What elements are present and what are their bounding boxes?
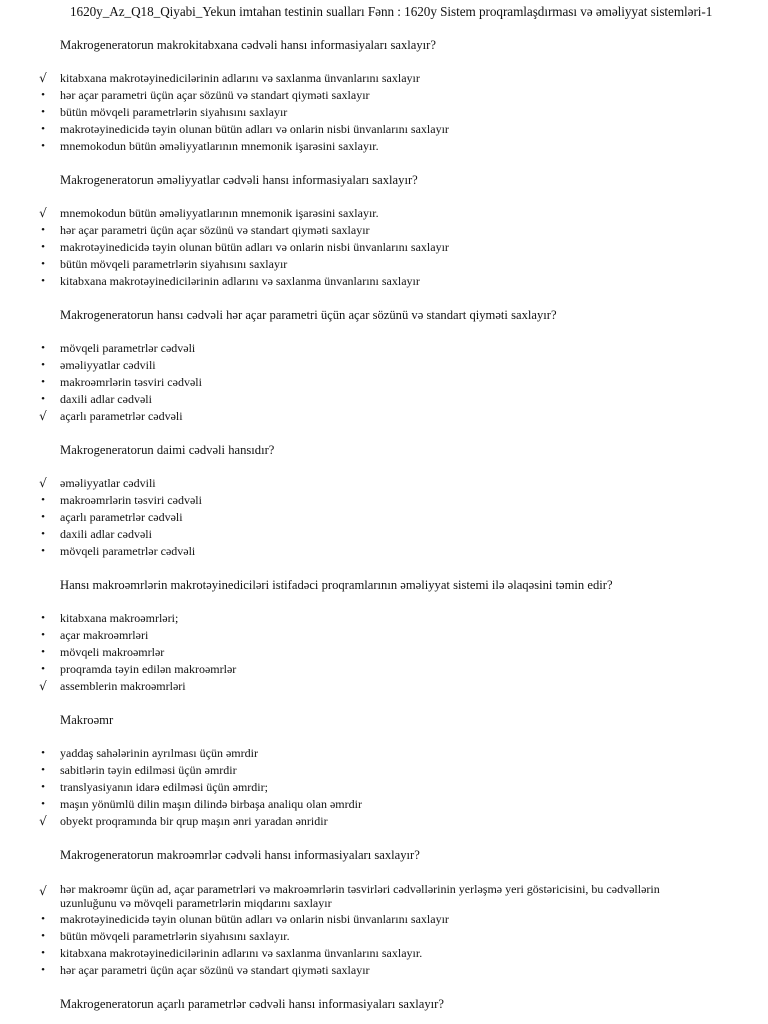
checkmark-icon: √ bbox=[39, 71, 47, 85]
answer-option-text: kitabxana makrotəyinedicilərinin adlarını və saxlanma ünvanlarını saxlayır bbox=[60, 274, 420, 288]
answer-option-text: açarlı parametrlər cədvəli bbox=[60, 510, 183, 524]
answer-option-correct bbox=[0, 475, 768, 492]
answer-options bbox=[0, 340, 768, 425]
answer-option-text: hər açar parametri üçün açar sözünü və standart qiyməti saxlayır bbox=[60, 88, 370, 102]
answer-option-text: mövqeli makroəmrlər bbox=[60, 645, 165, 659]
bullet-icon: • bbox=[41, 224, 45, 236]
bullet-icon: • bbox=[41, 342, 45, 354]
answer-option-text: hər açar parametri üçün açar sözünü və standart qiyməti saxlayır bbox=[60, 963, 370, 977]
bullet-icon: • bbox=[41, 545, 45, 557]
answer-option bbox=[0, 222, 768, 239]
answer-option-correct bbox=[0, 813, 768, 830]
answer-option-text: sabitlərin təyin edilməsi üçün əmrdir bbox=[60, 763, 237, 777]
answer-option bbox=[0, 104, 768, 121]
answer-option-text: hər makroəmr üçün ad, açar parametrləri və makroəmrlərin təsvirləri cədvəllərinin yerləşmə yeri göstəricisini, bu cədvəllərin uzunluğunu və mövqeli parametrlərin miqdarını saxlayır bbox=[60, 882, 660, 910]
checkmark-icon: √ bbox=[39, 814, 47, 828]
answer-option bbox=[0, 239, 768, 256]
answer-option-text: makroəmrlərin təsviri cədvəli bbox=[60, 493, 202, 507]
answer-option bbox=[0, 661, 768, 678]
answer-option bbox=[0, 256, 768, 273]
bullet-icon: • bbox=[41, 511, 45, 523]
answer-option bbox=[0, 762, 768, 779]
answer-option-text: maşın yönümlü dilin maşın dilində birbaşa analiqu olan əmrdir bbox=[60, 797, 362, 811]
answer-option bbox=[0, 627, 768, 644]
question-text: Makrogeneratorun əməliyyatlar cədvəli hansı informasiyaları saxlayır? bbox=[60, 173, 418, 187]
answer-option-text: makrotəyinedicidə təyin olunan bütün adları və onlarin nisbi ünvanlarını saxlayır bbox=[60, 240, 449, 254]
answer-option-text: bütün mövqeli parametrlərin siyahısını saxlayır. bbox=[60, 929, 290, 943]
answer-options bbox=[0, 475, 768, 560]
answer-option bbox=[0, 779, 768, 796]
bullet-icon: • bbox=[41, 663, 45, 675]
answer-options bbox=[0, 880, 768, 979]
bullet-icon: • bbox=[41, 376, 45, 388]
answer-option-text: assemblerin makroəmrləri bbox=[60, 679, 186, 693]
question-text: Makrogeneratorun makrokitabxana cədvəli hansı informasiyaları saxlayır? bbox=[60, 38, 436, 52]
bullet-icon: • bbox=[41, 612, 45, 624]
answer-option bbox=[0, 340, 768, 357]
answer-option bbox=[0, 911, 768, 928]
bullet-icon: • bbox=[41, 258, 45, 270]
answer-option-text: translyasiyanın idarə edilməsi üçün əmrdir; bbox=[60, 780, 268, 794]
answer-option bbox=[0, 610, 768, 627]
question-text: Hansı makroəmrlərin makrotəyinediciləri istifadəci proqramlarının əməliyyat sistemi ilə əlaqəsini təmin edir? bbox=[60, 578, 613, 592]
document-header: 1620y_Az_Q18_Qiyabi_Yekun imtahan testinin sualları Fənn : 1620y Sistem proqramlaşdırması və əməliyyat sistemləri-1 bbox=[70, 4, 713, 19]
answer-option-correct bbox=[0, 70, 768, 87]
answer-option-correct bbox=[0, 408, 768, 425]
answer-option-text: yaddaş sahələrinin ayrılması üçün əmrdir bbox=[60, 746, 258, 760]
bullet-icon: • bbox=[41, 275, 45, 287]
answer-option bbox=[0, 138, 768, 155]
question-text: Makrogeneratorun açarlı parametrlər cədvəli hansı informasiyaları saxlayır? bbox=[60, 997, 444, 1011]
answer-option-text: açar makroəmrləri bbox=[60, 628, 149, 642]
question-text: Makrogeneratorun makroəmrlər cədvəli hansı informasiyaları saxlayır? bbox=[60, 848, 420, 862]
bullet-icon: • bbox=[41, 747, 45, 759]
answer-option bbox=[0, 928, 768, 945]
answer-option-text: bütün mövqeli parametrlərin siyahısını saxlayır bbox=[60, 257, 288, 271]
answer-option-text: mnemokodun bütün əməliyyatlarının mnemonik işarəsini saxlayır. bbox=[60, 206, 379, 220]
answer-option bbox=[0, 644, 768, 661]
checkmark-icon: √ bbox=[39, 206, 47, 220]
bullet-icon: • bbox=[41, 964, 45, 976]
answer-option-text: açarlı parametrlər cədvəli bbox=[60, 409, 183, 423]
answer-option-text: makrotəyinedicidə təyin olunan bütün adları və onlarin nisbi ünvanlarını saxlayır bbox=[60, 122, 449, 136]
answer-options bbox=[0, 610, 768, 695]
bullet-icon: • bbox=[41, 494, 45, 506]
answer-option-text: mnemokodun bütün əməliyyatlarının mnemonik işarəsini saxlayır. bbox=[60, 139, 379, 153]
bullet-icon: • bbox=[41, 241, 45, 253]
bullet-icon: • bbox=[41, 528, 45, 540]
bullet-icon: • bbox=[41, 123, 45, 135]
answer-option bbox=[0, 87, 768, 104]
answer-option bbox=[0, 374, 768, 391]
answer-option bbox=[0, 796, 768, 813]
answer-option bbox=[0, 543, 768, 560]
answer-option bbox=[0, 509, 768, 526]
answer-option-text: daxili adlar cədvəli bbox=[60, 392, 152, 406]
answer-option-text: makroəmrlərin təsviri cədvəli bbox=[60, 375, 202, 389]
answer-options bbox=[0, 205, 768, 290]
answer-option bbox=[0, 945, 768, 962]
bullet-icon: • bbox=[41, 930, 45, 942]
answer-option bbox=[0, 492, 768, 509]
question-text: Makrogeneratorun hansı cədvəli hər açar parametri üçün açar sözünü və standart qiyməti saxlayır? bbox=[60, 308, 557, 322]
bullet-icon: • bbox=[41, 89, 45, 101]
bullet-icon: • bbox=[41, 106, 45, 118]
checkmark-icon: √ bbox=[39, 409, 47, 423]
checkmark-icon: √ bbox=[39, 476, 47, 490]
answer-option bbox=[0, 962, 768, 979]
answer-options bbox=[0, 70, 768, 155]
answer-option-correct bbox=[0, 678, 768, 695]
bullet-icon: • bbox=[41, 913, 45, 925]
answer-option-correct bbox=[0, 880, 768, 911]
answer-option-text: makrotəyinedicidə təyin olunan bütün adları və onlarin nisbi ünvanlarını saxlayır bbox=[60, 912, 449, 926]
answer-option bbox=[0, 121, 768, 138]
bullet-icon: • bbox=[41, 359, 45, 371]
bullet-icon: • bbox=[41, 798, 45, 810]
question-text: Makroəmr bbox=[60, 713, 114, 727]
bullet-icon: • bbox=[41, 646, 45, 658]
answer-option bbox=[0, 526, 768, 543]
answer-option-text: bütün mövqeli parametrlərin siyahısını saxlayır bbox=[60, 105, 288, 119]
answer-option-correct bbox=[0, 205, 768, 222]
bullet-icon: • bbox=[41, 764, 45, 776]
answer-option-text: kitabxana makroəmrləri; bbox=[60, 611, 179, 625]
answer-option bbox=[0, 357, 768, 374]
checkmark-icon: √ bbox=[39, 679, 47, 693]
bullet-icon: • bbox=[41, 140, 45, 152]
bullet-icon: • bbox=[41, 947, 45, 959]
answer-option-text: daxili adlar cədvəli bbox=[60, 527, 152, 541]
answer-option-text: kitabxana makrotəyinedicilərinin adlarını və saxlanma ünvanlarını saxlayır bbox=[60, 71, 420, 85]
answer-option bbox=[0, 745, 768, 762]
bullet-icon: • bbox=[41, 629, 45, 641]
answer-option-text: kitabxana makrotəyinedicilərinin adlarını və saxlanma ünvanlarını saxlayır. bbox=[60, 946, 423, 960]
answer-option-text: əməliyyatlar cədvili bbox=[60, 476, 156, 490]
answer-option-text: əməliyyatlar cədvili bbox=[60, 358, 156, 372]
checkmark-icon: √ bbox=[39, 884, 47, 898]
answer-option-text: hər açar parametri üçün açar sözünü və standart qiyməti saxlayır bbox=[60, 223, 370, 237]
answer-options bbox=[0, 745, 768, 830]
answer-option-text: mövqeli parametrlər cədvəli bbox=[60, 544, 196, 558]
answer-option-text: obyekt proqramında bir qrup maşın ənri yaradan ənridir bbox=[60, 814, 328, 828]
answer-option bbox=[0, 273, 768, 290]
answer-option-text: mövqeli parametrlər cədvəli bbox=[60, 341, 196, 355]
question-text: Makrogeneratorun daimi cədvəli hansıdır? bbox=[60, 443, 275, 457]
answer-option-text: proqramda təyin edilən makroəmrlər bbox=[60, 662, 237, 676]
bullet-icon: • bbox=[41, 393, 45, 405]
answer-option bbox=[0, 391, 768, 408]
question-list bbox=[0, 37, 768, 1024]
bullet-icon: • bbox=[41, 781, 45, 793]
